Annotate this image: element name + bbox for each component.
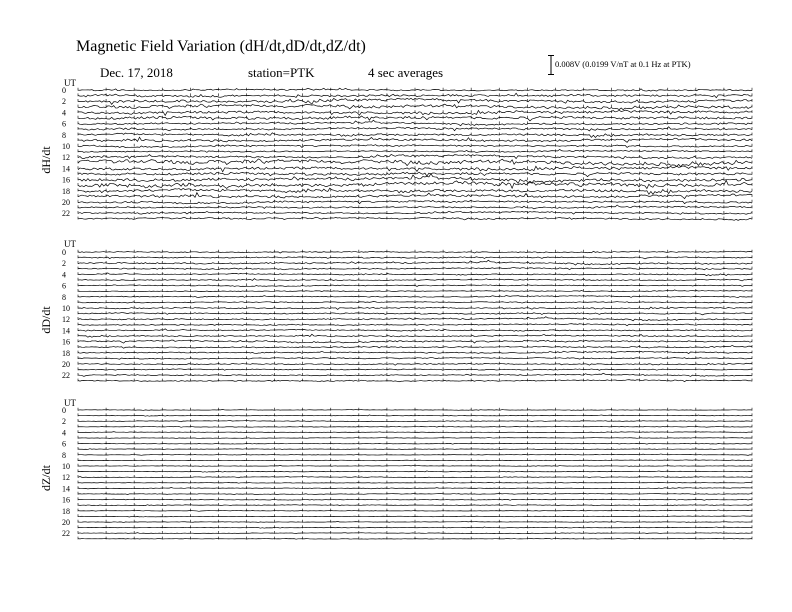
hour-label: 8 <box>62 450 66 460</box>
hour-label: 10 <box>62 304 70 313</box>
hour-label: 10 <box>62 142 70 151</box>
panel-ylabel: dH/dt <box>39 146 53 174</box>
hour-label: 8 <box>62 292 66 302</box>
hour-label: 2 <box>62 417 66 427</box>
hour-label: 4 <box>62 108 66 118</box>
date-label: Dec. 17, 2018 <box>100 65 173 80</box>
hour-label: 2 <box>62 97 66 107</box>
hour-label: 10 <box>62 462 70 471</box>
ut-axis-label: UT <box>64 239 76 249</box>
hour-label: 6 <box>62 119 66 129</box>
hour-label: 20 <box>62 518 70 527</box>
hour-label: 22 <box>62 529 70 539</box>
hour-label: 4 <box>62 270 66 280</box>
chart-title: Magnetic Field Variation (dH/dt,dD/dt,dZ/dt) <box>76 38 366 55</box>
hour-label: 18 <box>62 506 70 516</box>
hour-label: 14 <box>62 326 70 336</box>
hour-label: 12 <box>62 153 70 163</box>
hour-label: 2 <box>62 259 66 269</box>
panel-ylabel: dD/dt <box>39 306 53 334</box>
hour-label: 18 <box>62 348 70 358</box>
hour-label: 14 <box>62 484 70 494</box>
hour-label: 16 <box>62 495 70 505</box>
hour-label: 18 <box>62 186 70 196</box>
station-label: station=PTK <box>248 65 315 80</box>
hour-label: 20 <box>62 360 70 369</box>
hour-label: 22 <box>62 371 70 381</box>
hour-label: 0 <box>62 86 66 95</box>
ut-axis-label: UT <box>64 78 76 88</box>
hour-label: 12 <box>62 473 70 483</box>
hour-label: 0 <box>62 406 66 415</box>
hour-label: 12 <box>62 315 70 325</box>
hour-label: 4 <box>62 428 66 438</box>
hour-label: 20 <box>62 198 70 207</box>
ut-axis-label: UT <box>64 398 76 408</box>
hour-label: 22 <box>62 209 70 219</box>
hour-label: 16 <box>62 337 70 347</box>
hour-label: 16 <box>62 175 70 185</box>
hour-label: 6 <box>62 439 66 449</box>
panel-ylabel: dZ/dt <box>39 465 53 491</box>
hour-label: 6 <box>62 281 66 291</box>
hour-label: 0 <box>62 248 66 257</box>
scale-label: 0.008V (0.0199 V/nT at 0.1 Hz at PTK) <box>555 59 691 69</box>
averaging-label: 4 sec averages <box>368 65 444 80</box>
hour-label: 8 <box>62 130 66 140</box>
hour-label: 14 <box>62 164 70 174</box>
